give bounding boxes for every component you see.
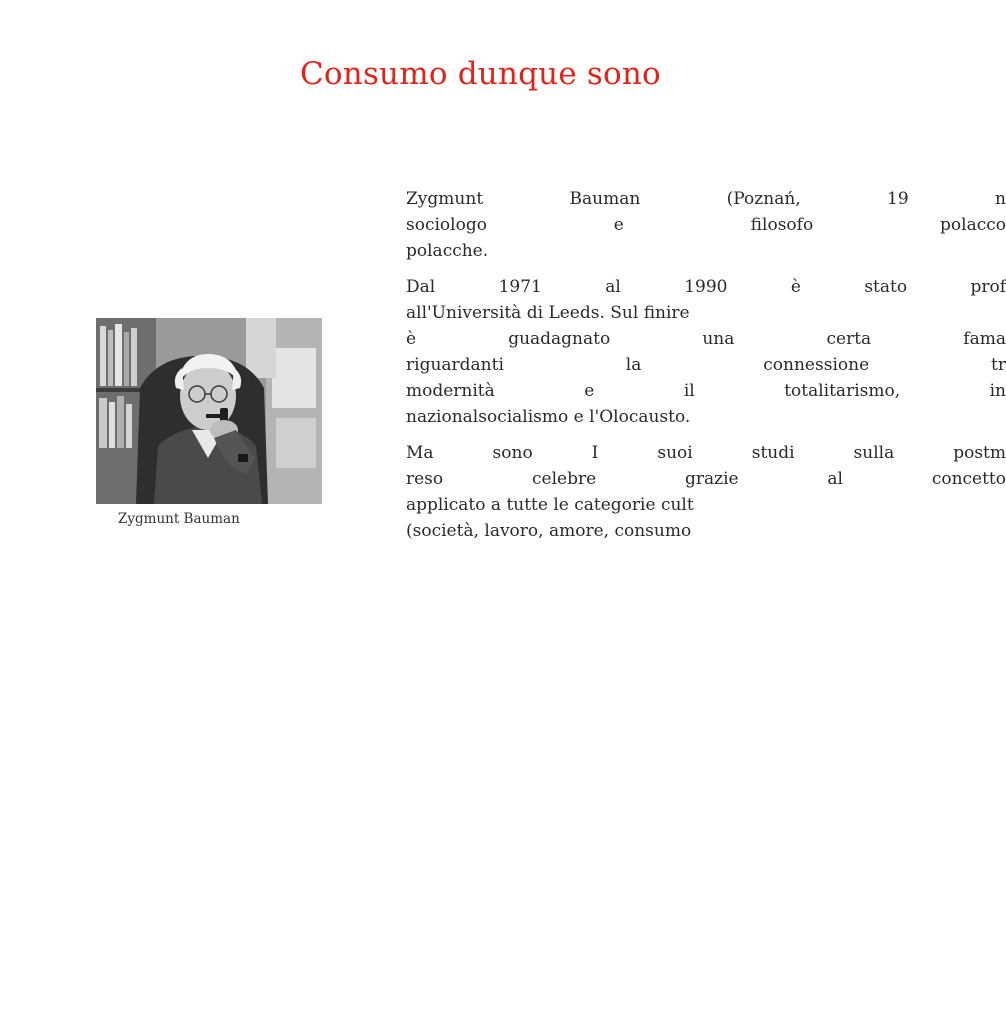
paragraph-postmodern bbox=[406, 440, 1006, 544]
text-line: reso celebre grazie al concetto bbox=[406, 469, 1006, 489]
text-line: applicato a tutte le categorie cult bbox=[406, 495, 694, 515]
text-line: modernità e il totalitarismo, in bbox=[406, 381, 1006, 401]
page-title: Consumo dunque sono bbox=[300, 56, 661, 92]
portrait-photo bbox=[96, 318, 322, 504]
text-line: Ma sono I suoi studi sulla postm bbox=[406, 443, 1006, 463]
text-line: Dal 1971 al 1990 è stato prof bbox=[406, 277, 1006, 297]
text-line: Zygmunt Bauman (Poznań, 19 n bbox=[406, 189, 1006, 209]
text-line: (società, lavoro, amore, consumo bbox=[406, 521, 692, 541]
paragraph-bio bbox=[406, 186, 1006, 264]
body-text bbox=[406, 186, 1006, 554]
photo-caption: Zygmunt Bauman bbox=[118, 511, 240, 527]
text-line: è guadagnato una certa fama bbox=[406, 329, 1006, 349]
paragraph-career bbox=[406, 274, 1006, 430]
text-line: riguardanti la connessione tr bbox=[406, 355, 1006, 375]
text-line: polacche. bbox=[406, 241, 489, 261]
text-line: all'Università di Leeds. Sul finire bbox=[406, 303, 690, 323]
text-line: sociologo e filosofo polacco bbox=[406, 215, 1006, 235]
text-line: nazionalsocialismo e l'Olocausto. bbox=[406, 407, 691, 427]
